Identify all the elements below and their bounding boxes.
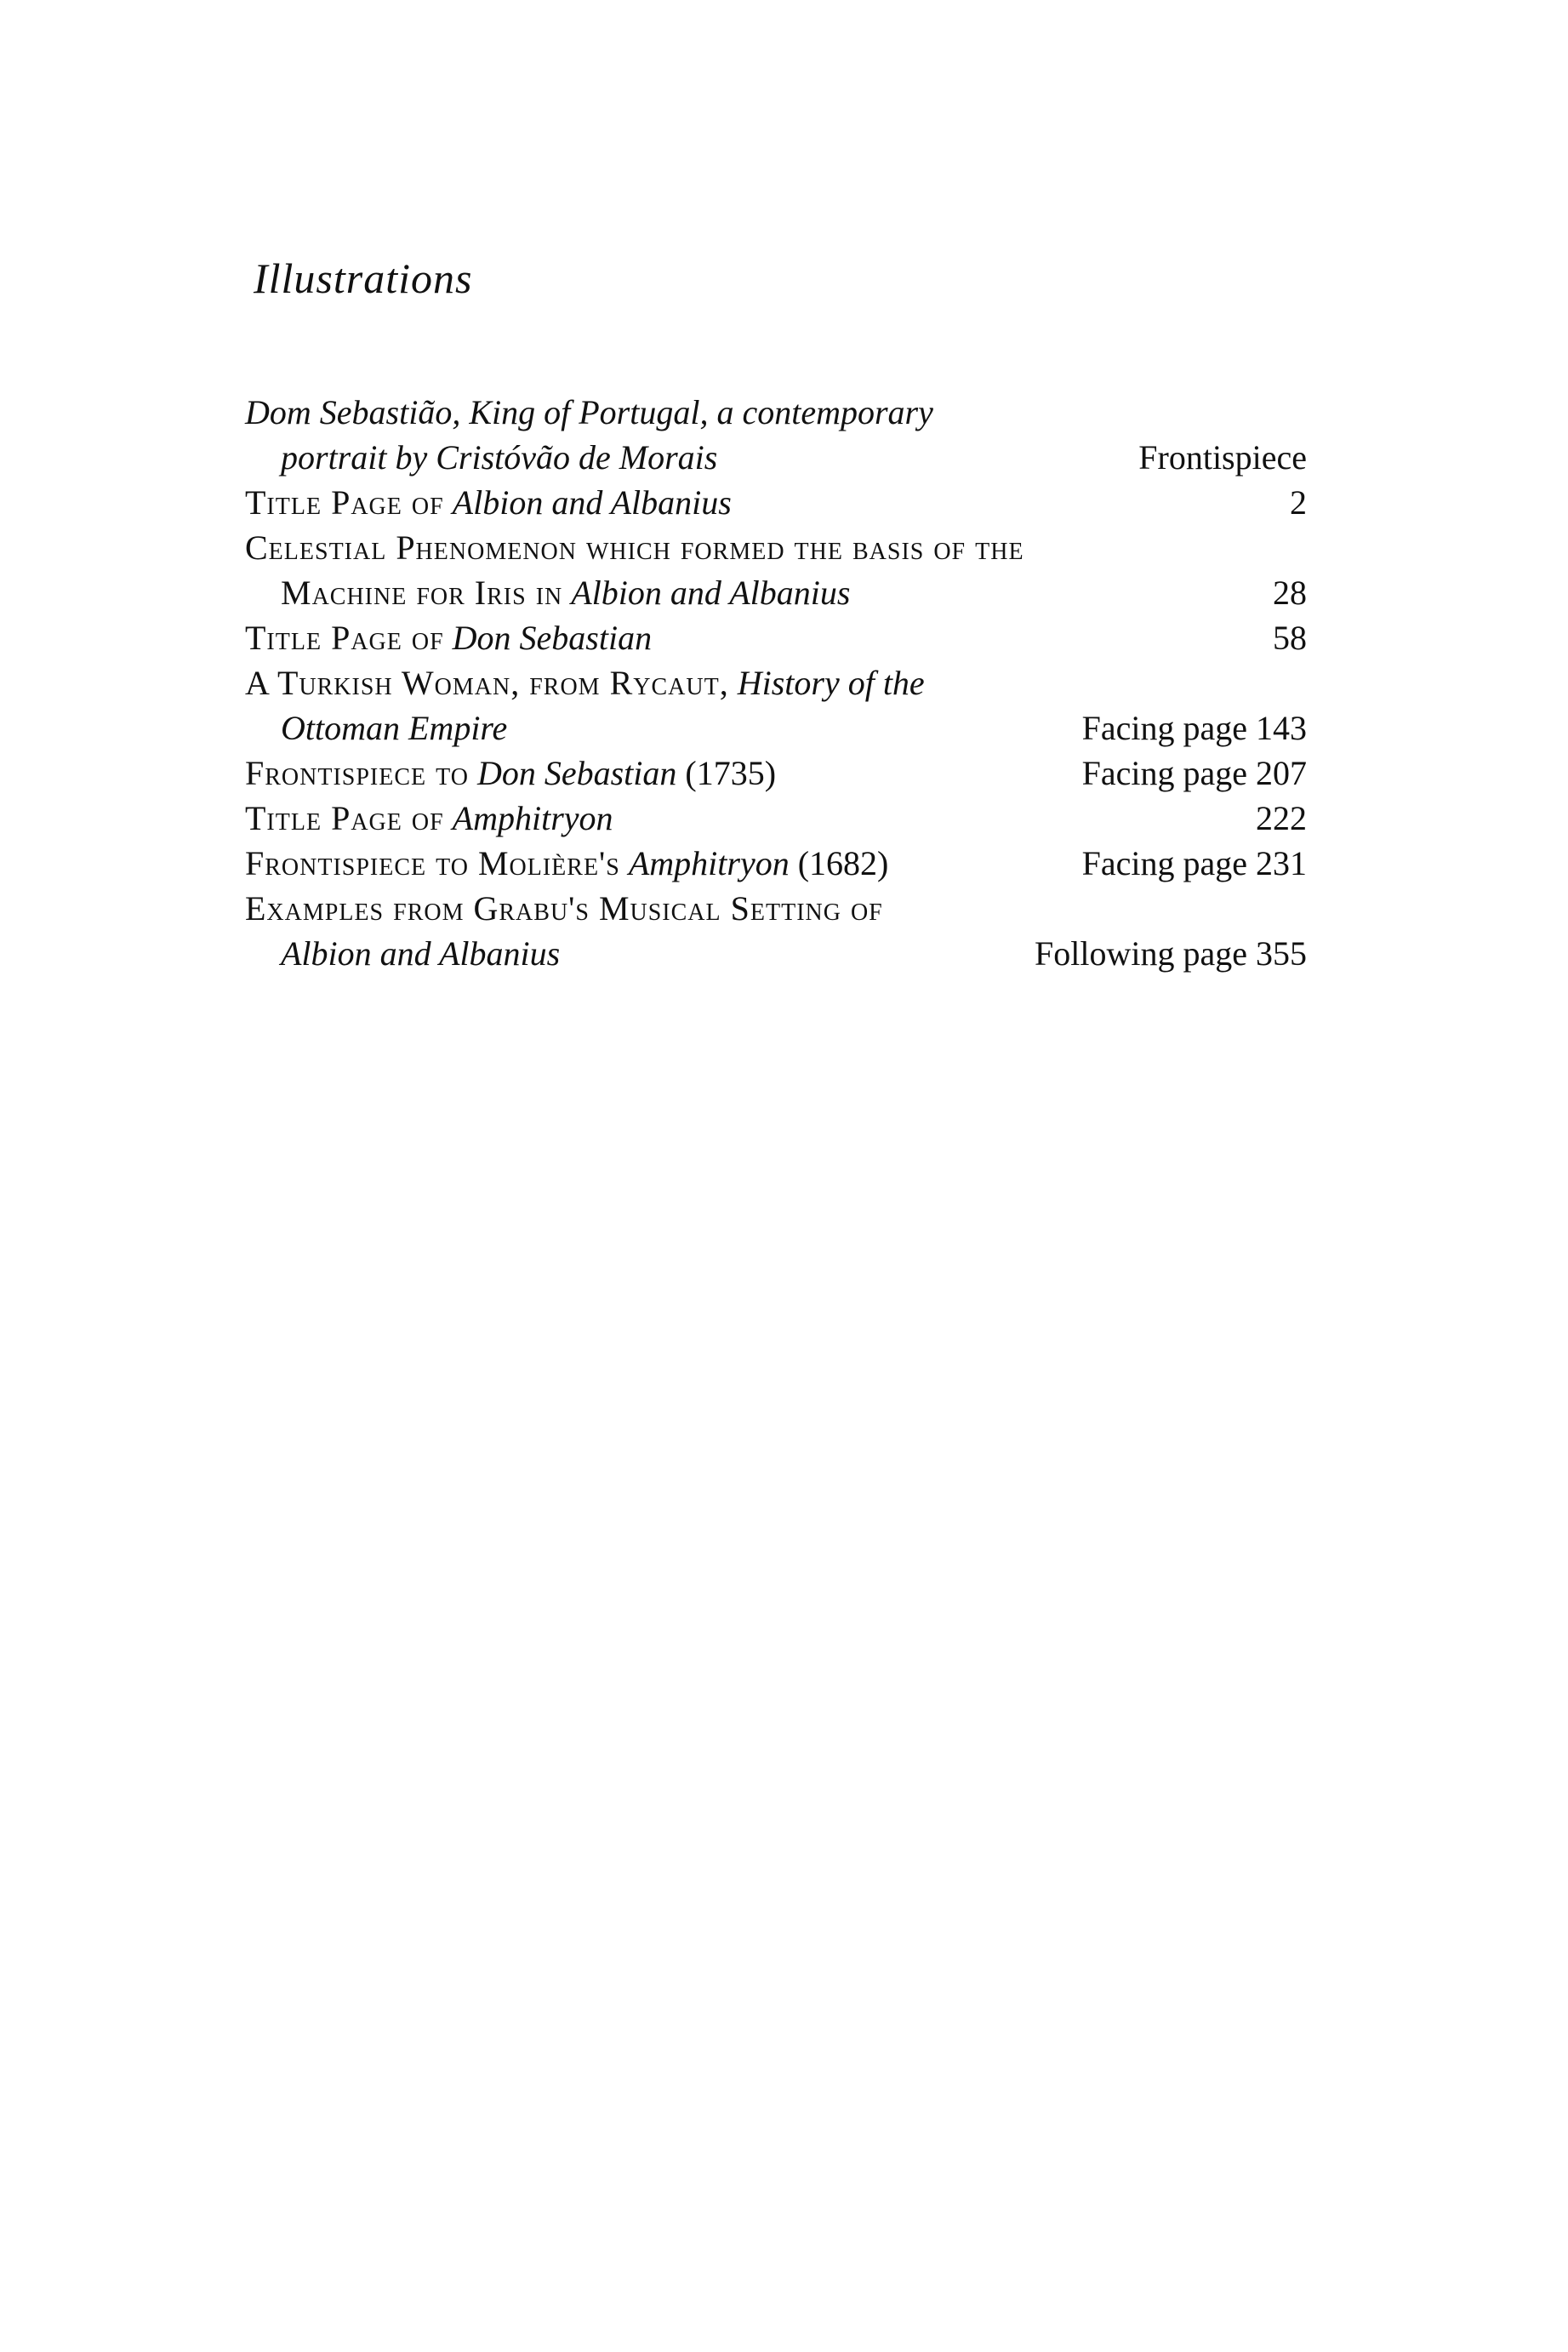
entry-location: 222 (1256, 799, 1307, 837)
entry-location: Following page 355 (1035, 934, 1307, 973)
entry-title (245, 615, 652, 660)
entry-title-caps: Title Page of (245, 483, 444, 522)
entry-title (245, 435, 717, 480)
entry-title-italic: Albion and Albanius (452, 483, 732, 522)
entry-line (245, 796, 1307, 841)
entry-title-caps: Title Page of (245, 619, 444, 657)
entry-title-italic: Albion and Albanius (281, 934, 561, 973)
list-item (245, 796, 1307, 841)
entry-title (245, 931, 560, 976)
list-item (245, 751, 1307, 796)
entry-title (245, 570, 850, 615)
list-item (245, 480, 1307, 525)
entry-title (245, 390, 933, 435)
entry-location: Facing page 207 (1081, 754, 1307, 792)
entry-location: Frontispiece (1138, 438, 1307, 477)
entry-line (245, 886, 1307, 931)
entry-title (245, 705, 507, 751)
entry-title-caps: Title Page of (245, 799, 444, 837)
list-item (245, 615, 1307, 660)
entry-line (245, 615, 1307, 660)
entry-title-caps: Celestial Phenomenon which formed the basis of the (245, 528, 1024, 567)
entry-line (245, 480, 1307, 525)
entry-title-italic: Dom Sebastião, King of Portugal, a contemporary (245, 393, 933, 431)
entry-location: Facing page 143 (1081, 709, 1307, 747)
entry-line (245, 705, 1307, 751)
entry-title-italic: Amphitryon (452, 799, 613, 837)
entry-location: 2 (1290, 483, 1307, 522)
entry-line (245, 841, 1307, 886)
entry-title (245, 796, 613, 841)
list-item (245, 525, 1307, 615)
entry-title-caps: Examples from Grabu's Musical Setting of (245, 889, 883, 928)
entry-title-year: (1735) (685, 754, 777, 792)
list-item (245, 390, 1307, 480)
entry-title-italic: Albion and Albanius (571, 574, 851, 612)
entry-title-caps: Frontispiece to Molière's (245, 844, 620, 882)
entry-line (245, 525, 1307, 570)
entry-title (245, 841, 888, 886)
list-item (245, 886, 1307, 976)
page-title: Illustrations (254, 254, 473, 302)
entry-title-italic: Amphitryon (628, 844, 790, 882)
entry-title (245, 480, 732, 525)
entry-title (245, 525, 1024, 570)
entry-title-caps: Frontispiece to (245, 754, 469, 792)
entry-line (245, 931, 1307, 976)
entry-title-italic: portrait by Cristóvão de Morais (281, 438, 718, 477)
entry-title (245, 751, 776, 796)
list-item (245, 660, 1307, 751)
entry-title-caps: Machine for Iris in (281, 574, 563, 612)
entry-location: Facing page 231 (1081, 844, 1307, 882)
list-item (245, 841, 1307, 886)
entry-title (245, 660, 925, 705)
entry-title-italic: Don Sebastian (452, 619, 653, 657)
entry-location: 58 (1273, 619, 1307, 657)
entry-line (245, 435, 1307, 480)
entry-title-year: (1682) (797, 844, 889, 882)
entry-title (245, 886, 883, 931)
entry-title-caps: A Turkish Woman, from Rycaut, (245, 664, 729, 702)
entry-line (245, 660, 1307, 705)
entry-title-italic: Ottoman Empire (281, 709, 508, 747)
entry-line (245, 751, 1307, 796)
entry-line (245, 390, 1307, 435)
entry-title-italic: History of the (737, 664, 925, 702)
entry-title-italic: Don Sebastian (476, 754, 677, 792)
illustrations-list (245, 390, 1307, 976)
entry-line (245, 570, 1307, 615)
entry-location: 28 (1273, 574, 1307, 612)
